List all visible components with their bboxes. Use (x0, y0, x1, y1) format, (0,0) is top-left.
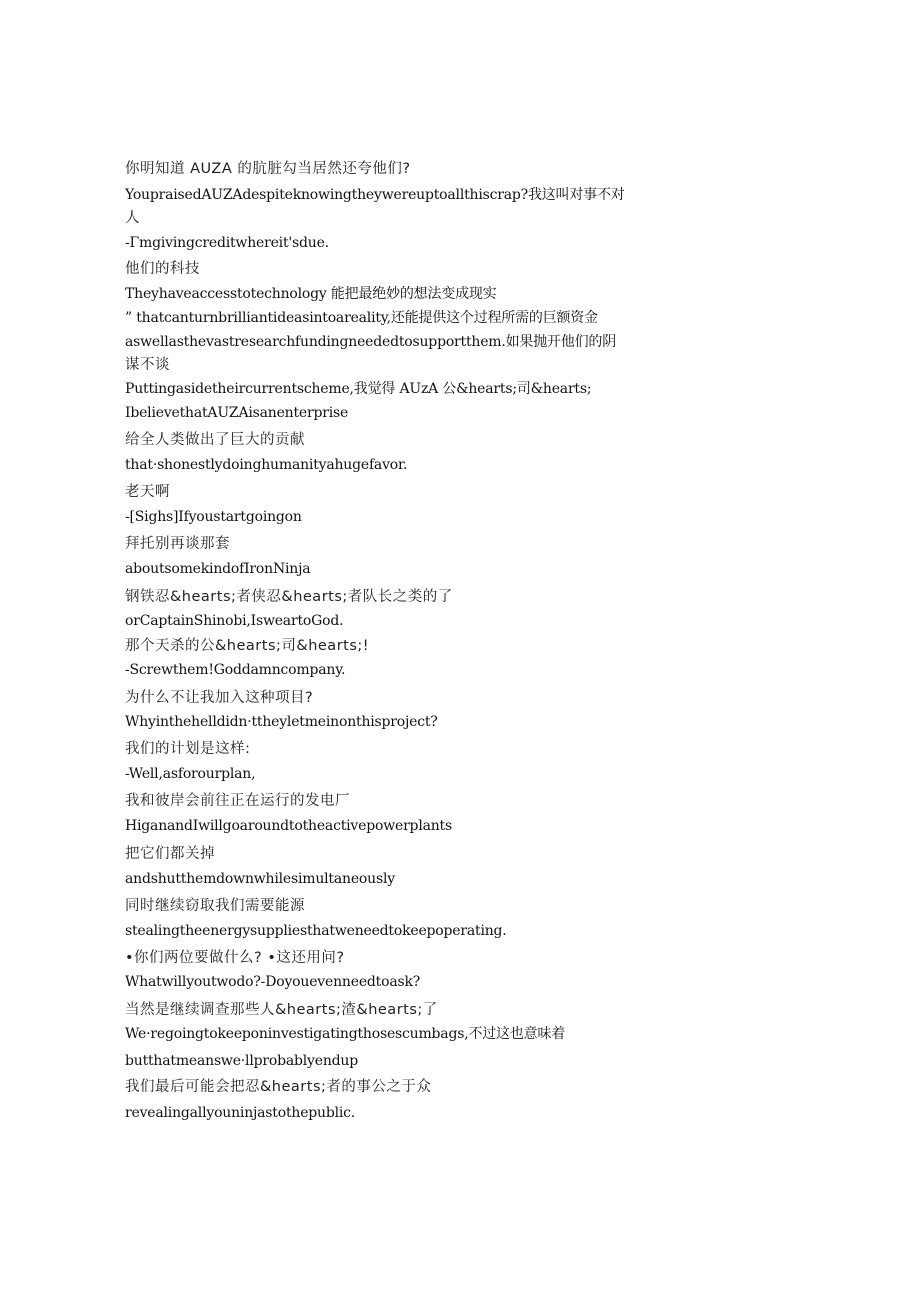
chinese-subtitle-line: 那个天杀的公&hearts;司&hearts;! (125, 638, 370, 654)
english-subtitle-line: -Screwthem!Goddamncompany. (125, 662, 346, 678)
english-subtitle-line: that·shonestlydoinghumanityahugefavor. (125, 457, 408, 473)
chinese-subtitle-line: 把它们都关掉 (125, 846, 215, 862)
english-subtitle-line: YoupraisedAUZAdespiteknowingtheywereuptoallthiscrap?我这叫对事不对 (125, 187, 625, 203)
english-subtitle-line: HiganandIwillgoaroundtotheactivepowerplants (125, 818, 452, 834)
english-subtitle-line: Theyhaveaccesstotechnology 能把最绝妙的想法变成现实 (125, 286, 497, 302)
chinese-subtitle-line: 人 (125, 210, 140, 226)
chinese-subtitle-line: 我和彼岸会前往正在运行的发电厂 (125, 793, 350, 809)
english-subtitle-line: aswellasthevastresearchfundingneededtosupportthem.如果抛开他们的阴 (125, 334, 617, 350)
chinese-subtitle-line: 他们的科技 (125, 261, 200, 277)
chinese-subtitle-line: 同时继续窃取我们需要能源 (125, 898, 305, 914)
english-subtitle-line: Whatwillyoutwodo?-Doyouevenneedtoask? (125, 974, 421, 990)
english-subtitle-line: IbelievethatAUZAisanenterprise (125, 405, 349, 421)
english-subtitle-line: aboutsomekindofIronNinja (125, 561, 311, 577)
english-subtitle-line: -[Sighs]Ifyoustartgoingon (125, 509, 302, 525)
english-subtitle-line: revealingallyouninjastothepublic. (125, 1105, 356, 1121)
chinese-subtitle-line: 为什么不让我加入这种项目? (125, 690, 314, 706)
chinese-subtitle-line: •你们两位要做什么? •这还用问? (125, 950, 345, 966)
chinese-subtitle-line: 给全人类做出了巨大的贡献 (125, 432, 305, 448)
chinese-subtitle-line: 拜托别再谈那套 (125, 536, 230, 552)
chinese-subtitle-line: 老天啊 (125, 484, 170, 500)
english-subtitle-line: Puttingasidetheircurrentscheme,我觉得 AUzA 公&hearts;司&hearts; (125, 381, 592, 397)
english-subtitle-line: butthatmeanswe·llprobablyendup (125, 1053, 358, 1069)
english-subtitle-line: ” thatcanturnbrilliantideasintoareality,还能提供这个过程所需的巨额资金 (125, 310, 598, 326)
chinese-subtitle-line: 我们最后可能会把忍&hearts;者的事公之于众 (125, 1079, 432, 1095)
english-subtitle-line: orCaptainShinobi,IsweartoGod. (125, 613, 344, 629)
chinese-subtitle-line: 钢铁忍&hearts;者侠忍&hearts;者队长之类的了 (125, 589, 453, 605)
english-subtitle-line: stealingtheenergysuppliesthatweneedtokeepoperating. (125, 923, 507, 939)
chinese-subtitle-line: 当然是继续调查那些人&hearts;渣&hearts;了 (125, 1002, 438, 1018)
chinese-subtitle-line: 你明知道 AUZA 的肮脏勾当居然还夸他们? (125, 161, 411, 177)
english-subtitle-line: -Γmgivingcreditwhereit'sdue. (125, 235, 329, 251)
chinese-subtitle-line: 谋不谈 (125, 357, 170, 373)
english-subtitle-line: andshutthemdownwhilesimultaneously (125, 871, 395, 887)
english-subtitle-line: -Well,asforourplan, (125, 766, 256, 782)
english-subtitle-line: We·regoingtokeeponinvestigatingthosescumbags,不过这也意味着 (125, 1026, 566, 1042)
chinese-subtitle-line: 我们的计划是这样: (125, 741, 251, 757)
english-subtitle-line: Whyinthehelldidn·ttheyletmeinonthisproject? (125, 714, 438, 730)
